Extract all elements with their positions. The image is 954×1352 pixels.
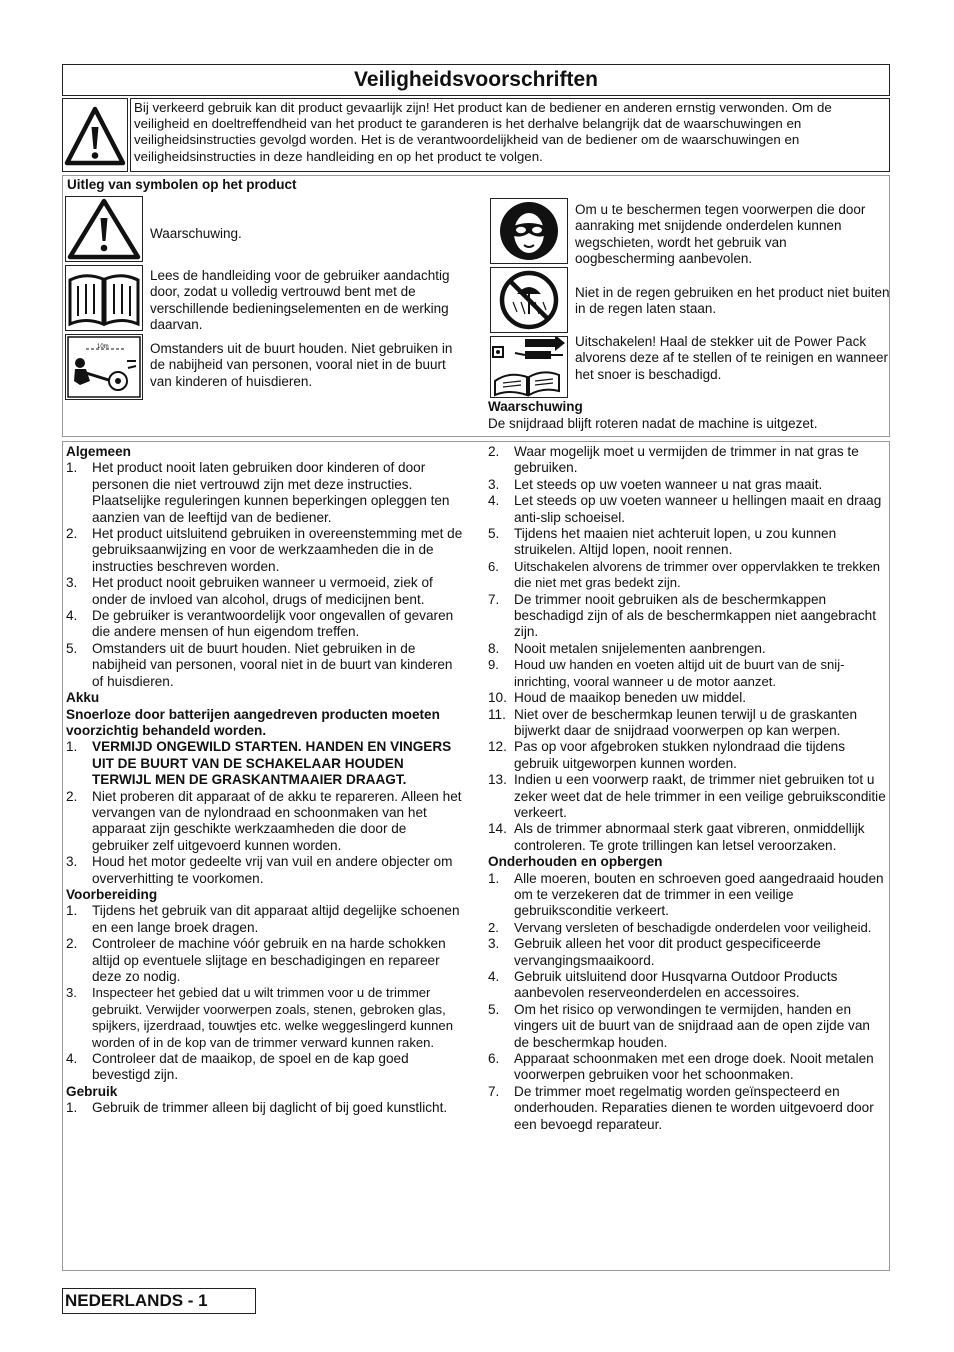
list-item: 8. Nooit metalen snijelementen aanbrengen. xyxy=(488,640,766,656)
list-item: 6. Uitschakelen alvorens de trimmer over oppervlakken te trekken die niet met gras bedekt zijn. xyxy=(488,558,881,591)
list-item: 3. Let steeds op uw voeten wanneer u nat gras maait. xyxy=(488,476,823,492)
warning-triangle-icon xyxy=(66,197,142,261)
list-item: 1. Het product nooit laten gebruiken door kinderen of door personen die niet vertrouwd zijn met deze instructies. Plaatselijke reguleringen kunnen beperkingen opleggen ten aanzien van de leeftijd van de bediener. xyxy=(66,460,450,525)
bystanders-distance-icon xyxy=(66,335,142,399)
page-title-box xyxy=(62,64,890,96)
list-item: 14. Als de trimmer abnormaal sterk gaat vibreren, onmiddellijk controleren. Te grote trillingen kan letsel veroorzaken. xyxy=(488,821,865,853)
list-item: 3. Gebruik alleen het voor dit product gespecificeerde vervangingsmaaikoord. xyxy=(488,936,821,968)
list-item: 4. Let steeds op uw voeten wanneer u hellingen maait en draag anti-slip schoeisel. xyxy=(488,493,882,525)
intro-text: Bij verkeerd gebruik kan dit product gevaarlijk zijn! Het product kan de bediener en anderen ernstig verwonden. Om de veiligheid en doeltreffendheid van het product te garanderen is het derhalve belangrijk dat de waarschuwingen en veiligheidsinstructies gevolgd worden. Het is de verantwoordelijkheid van de bediener om de waarschuwingen en veiligheidsinstructies in deze handleiding en op het product te volgen. xyxy=(130,98,890,172)
rules-section xyxy=(62,441,890,1271)
list-item: 4. De gebruiker is verantwoordelijk voor ongevallen of gevaren die andere mensen of hun eigendom treffen. xyxy=(66,608,454,640)
page-footer: NEDERLANDS - 1 xyxy=(62,1288,256,1314)
list-item: 2. Het product uitsluitend gebruiken in overeenstemming met de gebruiksaanwijzing en voor de werkzaamheden die in de instructies beschreven worden. xyxy=(66,526,463,574)
list-item: 5. Om het risico op verwondingen te vermijden, handen en vingers uit de buurt van de snijdraad aan de open zijde van de beschermkap houden. xyxy=(488,1001,870,1050)
list-item: 3. Inspecteer het gebied dat u wilt trimmen voor u de trimmer gebruikt. Verwijder voorwerpen zoals, stenen, gebroken glas, spijkers, ijzerdraad, touwtjes etc. welke weggeslingerd kunnen worden of in de kop van de trimmer verward kunnen raken. xyxy=(66,985,453,1050)
unplug-symbol xyxy=(490,336,568,398)
manual-symbol-text: Lees de handleiding voor de gebruiker aandachtig door, zodat u volledig vertrouwd bent met de verschillende bedieningselementen en de werking daarvan. xyxy=(150,268,450,333)
list-item: 4. Controleer dat de maaikop, de spoel en de kap goed bevestigd zijn. xyxy=(66,1051,409,1083)
list-item: 9. Houd uw handen en voeten altijd uit de buurt van de snij-inrichting, vooral wanneer u de motor aanzet. xyxy=(488,657,845,689)
list-item: 1. Gebruik de trimmer alleen bij daglicht of bij goed kunstlicht. xyxy=(66,1100,448,1116)
list-item: 2. Waar mogelijk moet u vermijden de trimmer in nat gras te gebruiken. xyxy=(488,444,859,476)
list-item: 7. De trimmer nooit gebruiken als de beschermkappen beschadigd zijn of als de beschermkappen niet aangebracht zijn. xyxy=(488,591,876,640)
no-rain-icon xyxy=(491,268,567,332)
section-heading-gebruik: Gebruik xyxy=(66,1083,118,1099)
list-item: 6. Apparaat schoonmaken met een droge doek. Nooit metalen voorwerpen gebruiken voor het schoonmaken. xyxy=(488,1051,874,1083)
symbols-heading: Uitleg van symbolen op het product xyxy=(67,177,297,192)
symbols-section xyxy=(62,175,890,437)
list-item: 3. Houd het motor gedeelte vrij van vuil en andere objecter om oververhitting te voorkomen. xyxy=(66,854,453,886)
list-item: 11. Niet over de beschermkap leunen terwijl u de graskanten bijwerkt daar de snijdraad voorwerpen op kan werpen. xyxy=(488,706,858,738)
list-item: 5. Omstanders uit de buurt houden. Niet gebruiken in de nabijheid van personen, vooral niet in de buurt van kinderen of huisdieren. xyxy=(66,640,453,689)
list-item: 13. Indien u een voorwerp raakt, de trimmer niet gebruiken tot u zeker weet dat de hele trimmer in een veilige gebruiksconditie verkeert. xyxy=(488,772,886,820)
bystanders-symbol xyxy=(65,334,143,400)
list-item: 1. Alle moeren, bouten en schroeven goed aangedraaid houden om te verzekeren dat de trimmer in een veilige gebruiksconditie verkeert. xyxy=(488,870,884,919)
eye-protection-text: Om u te beschermen tegen voorwerpen die door aanraking met snijdende onderdelen kunnen wegschieten, wordt het gebruik van oogbescherming aanbevolen. xyxy=(575,202,866,267)
akku-intro: Snoerloze door batterijen aangedreven producten moeten voorzichtig behandeld worden. xyxy=(66,706,440,738)
list-item: 2. Niet proberen dit apparaat of de akku te repareren. Alleen het vervangen van de nylondraad en schoonmaken van het apparaat zijn geschikte werkzaamheden die door de gebruiker zelf uitgevoerd kunnen worden. xyxy=(66,788,462,853)
distance-label: 10m xyxy=(97,344,109,350)
rain-symbol xyxy=(490,267,568,333)
section-heading-algemeen: Algemeen xyxy=(66,444,131,459)
rain-symbol-text: Niet in de regen gebruiken en het product niet buiten in de regen laten staan. xyxy=(575,285,890,317)
section-heading-akku: Akku xyxy=(66,690,100,706)
intro-icon-cell xyxy=(62,98,128,172)
list-item: 2. Vervang versleten of beschadigde onderdelen voor veiligheid. xyxy=(488,919,872,935)
page-title: Veiligheidsvoorschriften xyxy=(354,68,598,91)
warning-triangle-icon xyxy=(63,99,127,171)
open-book-icon xyxy=(66,266,142,330)
list-item: 7. De trimmer moet regelmatig worden geïnspecteerd en onderhouden. Reparaties dienen te worden uitgevoerd door een bevoegd reparateur. xyxy=(488,1083,874,1132)
warning-symbol xyxy=(65,196,143,262)
eye-protection-symbol xyxy=(490,198,568,264)
list-item: 2. Controleer de machine vóór gebruik en na harde schokken altijd op eventuele slijtage en beschadigingen en repareer deze zo nodig. xyxy=(66,936,446,984)
section-heading-onderhoud: Onderhouden en opbergen xyxy=(488,854,663,870)
warning-symbol-text: Waarschuwing. xyxy=(150,226,242,241)
unplug-icon xyxy=(491,337,567,397)
caution-text: De snijdraad blijft roteren nadat de machine is uitgezet. xyxy=(488,416,818,431)
section-heading-voorbereiding: Voorbereiding xyxy=(66,886,158,902)
rules-left-column xyxy=(66,444,466,1117)
bystanders-symbol-text: Omstanders uit de buurt houden. Niet gebruiken in de nabijheid van personen, vooral niet in de buurt van kinderen of huisdieren. xyxy=(150,341,453,389)
caution-heading: Waarschuwing xyxy=(488,399,583,414)
list-item: 5. Tijdens het maaien niet achteruit lopen, u zou kunnen struikelen. Altijd lopen, nooit rennen. xyxy=(488,526,837,558)
rules-right-column xyxy=(488,444,888,1133)
manual-symbol xyxy=(65,265,143,331)
list-item: 10. Houd de maaikop beneden uw middel. xyxy=(488,690,747,706)
list-item: 12. Pas op voor afgebroken stukken nylondraad die tijdens gebruik uitgeworpen kunnen worden. xyxy=(488,739,845,771)
unplug-symbol-text: Uitschakelen! Haal de stekker uit de Power Pack alvorens deze af te stellen of te reinigen en wanneer het snoer is beschadigd. xyxy=(575,334,888,382)
intro-warning xyxy=(62,98,890,172)
list-item: 1. Tijdens het gebruik van dit apparaat altijd degelijke schoenen en een lange broek dragen. xyxy=(66,903,460,935)
list-item: 3. Het product nooit gebruiken wanneer u vermoeid, ziek of onder de invloed van alcohol, drugs of medicijnen bent. xyxy=(66,575,433,607)
list-item: 1. VERMIJD ONGEWILD STARTEN. HANDEN EN VINGERS UIT DE BUURT VAN DE SCHAKELAAR HOUDEN TERWIJL MEN DE GRASKANTMAAIER DRAAGT. xyxy=(66,739,452,788)
eye-protection-icon xyxy=(491,199,567,263)
list-item: 4. Gebruik uitsluitend door Husqvarna Outdoor Products aanbevolen reserveonderdelen en accessoires. xyxy=(488,969,838,1001)
